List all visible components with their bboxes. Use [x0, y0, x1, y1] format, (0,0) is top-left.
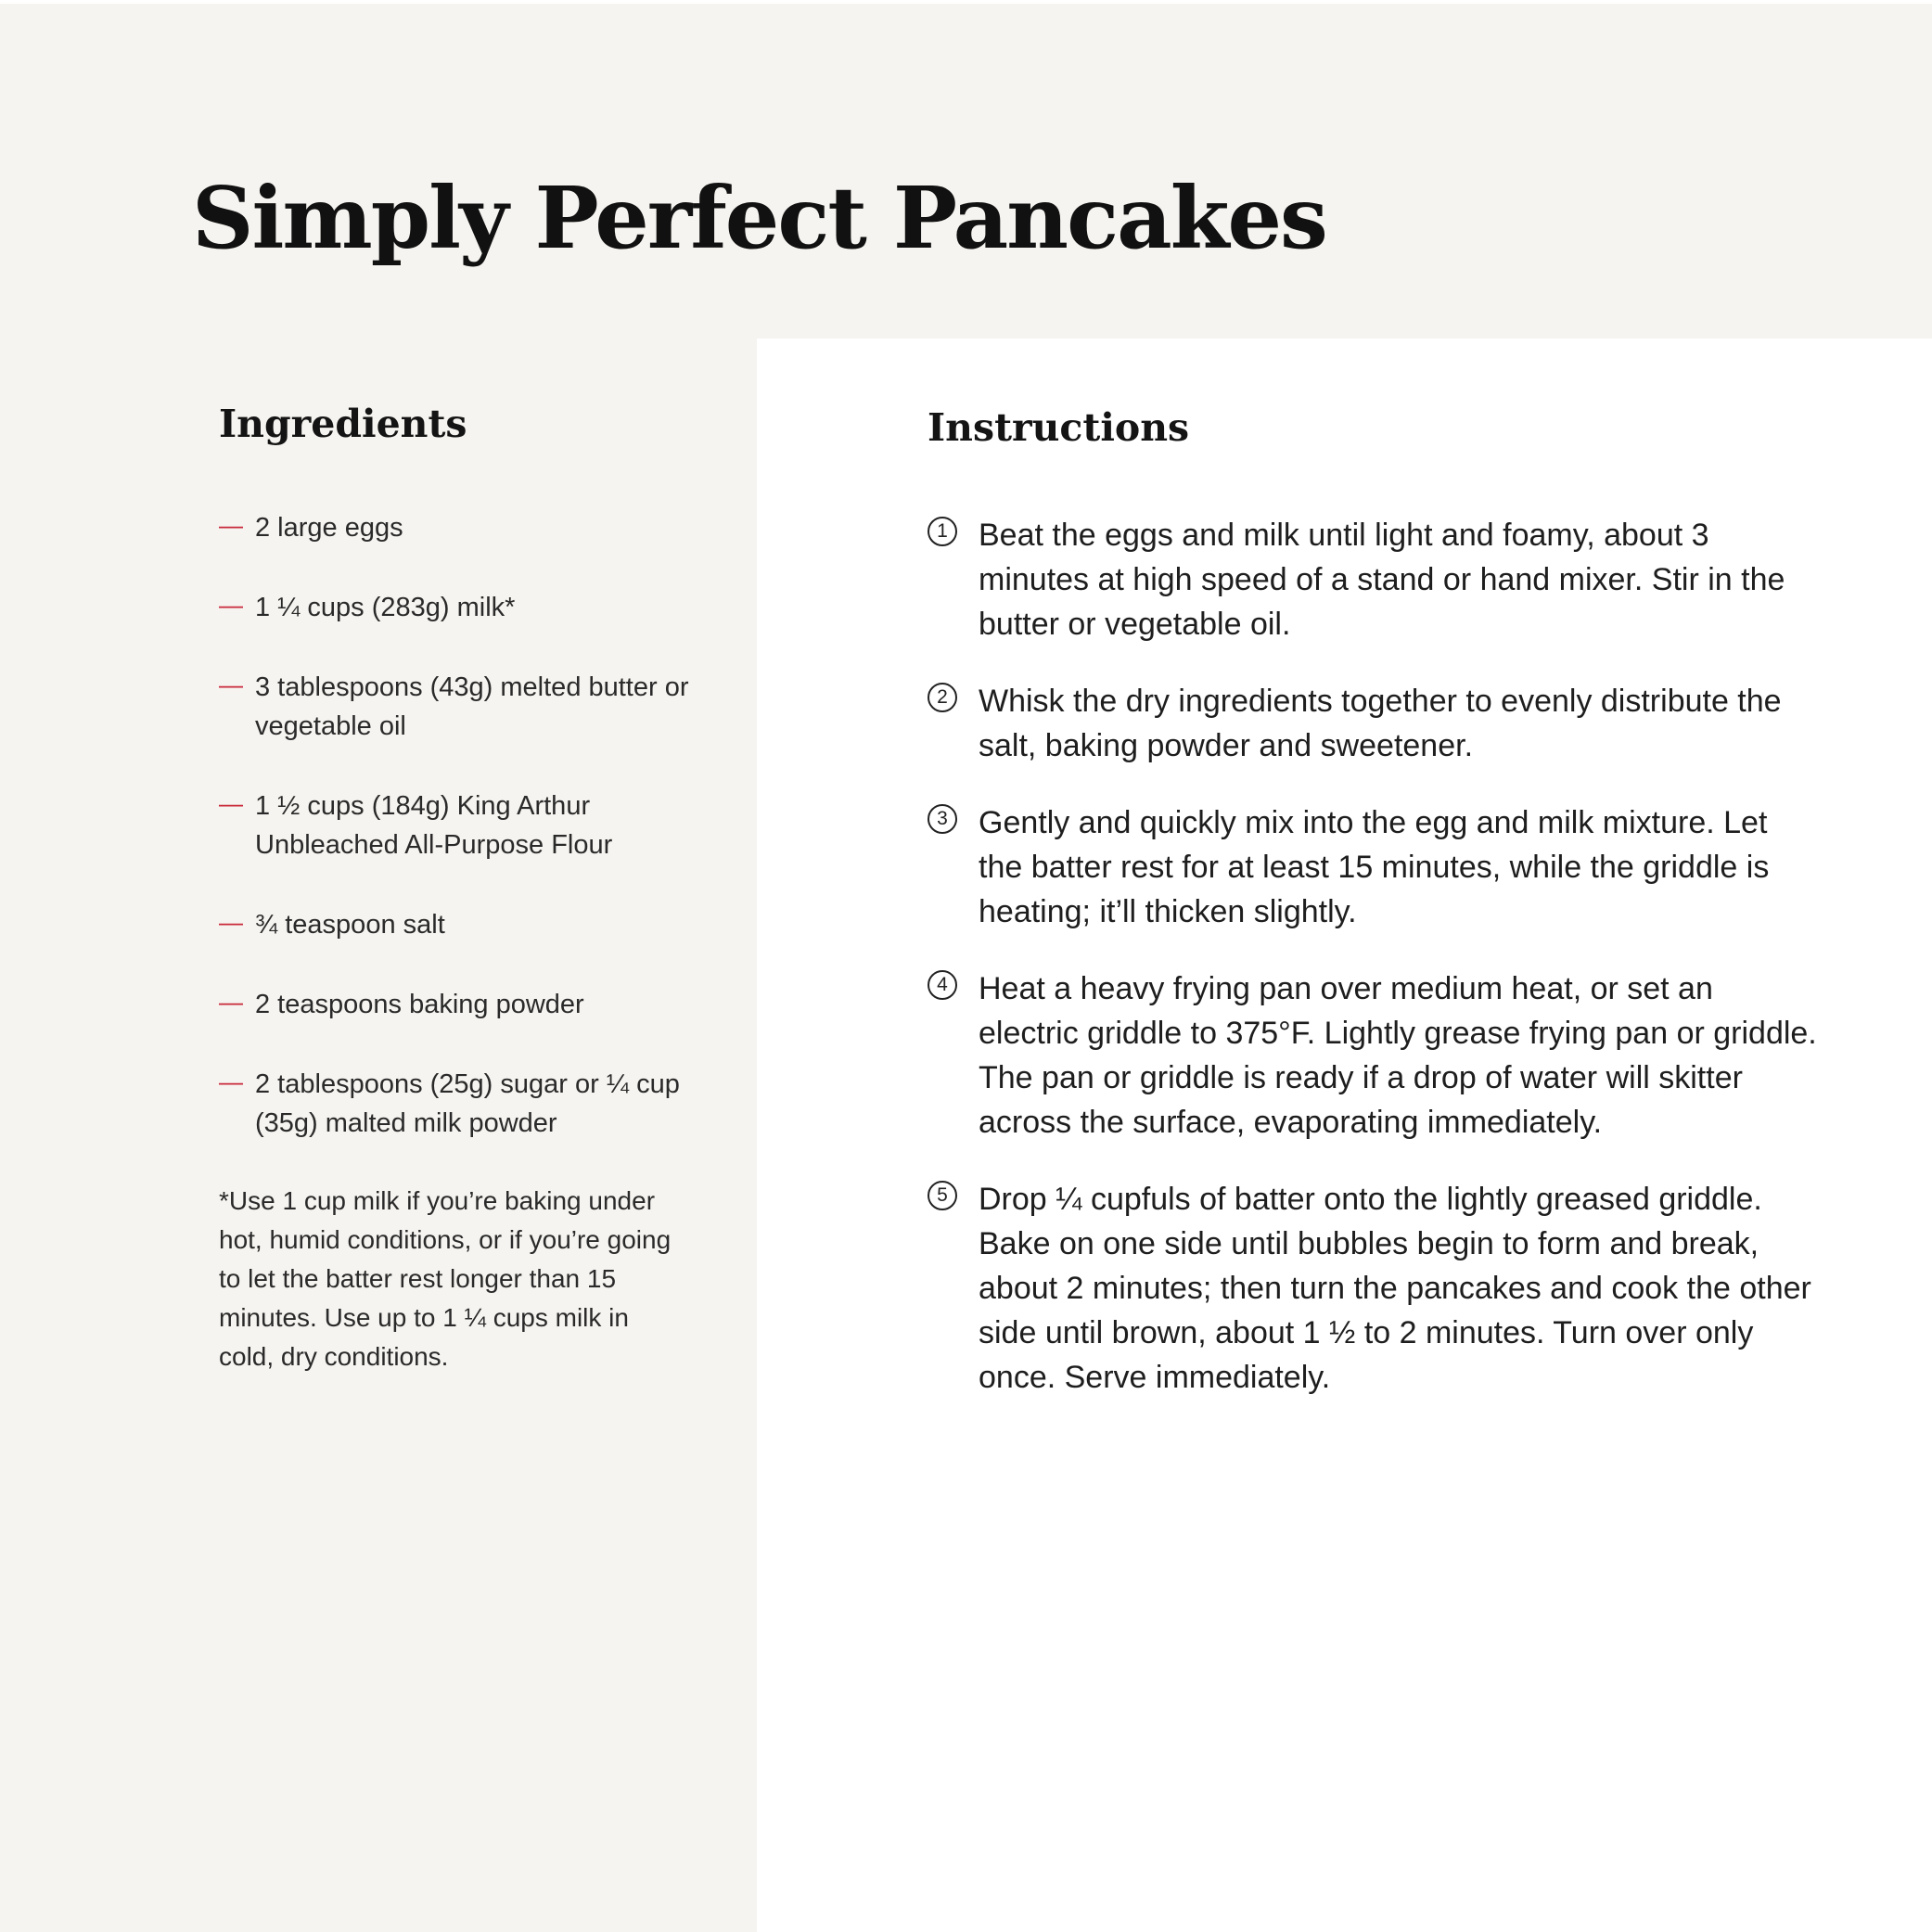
ingredient-item: [219, 1065, 701, 1143]
ingredient-text: 2 tablespoons (25g) sugar or ¼ cup (35g) malted milk powder: [255, 1069, 680, 1138]
dash-icon: —: [219, 789, 243, 817]
ingredients-heading: Ingredients: [219, 402, 467, 446]
step-number-icon: 4: [928, 970, 957, 1000]
instruction-step: [928, 966, 1818, 1145]
dash-icon: —: [219, 988, 243, 1016]
dash-icon: —: [219, 671, 243, 698]
dash-icon: —: [219, 908, 243, 936]
ingredient-text: 1 ½ cups (184g) King Arthur Unbleached All-Purpose Flour: [255, 791, 613, 860]
ingredient-item: [219, 787, 701, 864]
step-number-icon: 3: [928, 804, 957, 834]
ingredient-item: [219, 985, 701, 1024]
ingredient-item: [219, 588, 701, 627]
step-text: Beat the eggs and milk until light and foamy, about 3 minutes at high speed of a stand or hand mixer. Stir in the butter or vegetable oil.: [979, 518, 1785, 642]
ingredients-note: *Use 1 cup milk if you’re baking under hot, humid conditions, or if you’re going to let the batter rest longer than 15 minutes. Use up to 1 ¼ cups milk in cold, dry conditions.: [219, 1186, 672, 1371]
step-text: Gently and quickly mix into the egg and milk mixture. Let the batter rest for at least 15 minutes, while the griddle is heating; it’ll thicken slightly.: [979, 805, 1770, 929]
ingredient-text: 1 ¼ cups (283g) milk*: [255, 593, 516, 622]
step-number-icon: 5: [928, 1181, 957, 1210]
instruction-step: [928, 800, 1818, 934]
step-number-icon: 1: [928, 517, 957, 546]
ingredient-text: 2 large eggs: [255, 513, 403, 543]
page-title: Simply Perfect Pancakes: [192, 168, 1326, 268]
dash-icon: —: [219, 1068, 243, 1095]
ingredients-list: [219, 508, 701, 1184]
step-text: Heat a heavy frying pan over medium heat, or set an electric griddle to 375°F. Lightly grease frying pan or griddle. The pan or griddle is ready if a drop of water will skitter across the surface, evaporating immediately.: [979, 971, 1817, 1140]
step-number-icon: 2: [928, 683, 957, 712]
instruction-step: [928, 1177, 1818, 1400]
ingredient-text: ¾ teaspoon salt: [255, 910, 445, 940]
ingredient-item: [219, 905, 701, 944]
instructions-list: [928, 513, 1818, 1432]
dash-icon: —: [219, 511, 243, 539]
step-text: Drop ¼ cupfuls of batter onto the lightly greased griddle. Bake on one side until bubbles begin to form and break, about 2 minutes; then turn the pancakes and cook the other side until brown, about 1 ½ to 2 minutes. Turn over only once. Serve immediately.: [979, 1182, 1811, 1395]
top-border: [0, 0, 1932, 4]
ingredient-item: [219, 508, 701, 547]
ingredient-item: [219, 668, 701, 746]
instructions-heading: Instructions: [928, 405, 1190, 450]
ingredient-text: 2 teaspoons baking powder: [255, 990, 584, 1019]
instruction-step: [928, 679, 1818, 768]
dash-icon: —: [219, 591, 243, 619]
ingredient-text: 3 tablespoons (43g) melted butter or vegetable oil: [255, 672, 689, 741]
instruction-step: [928, 513, 1818, 646]
step-text: Whisk the dry ingredients together to evenly distribute the salt, baking powder and sweetener.: [979, 684, 1782, 763]
